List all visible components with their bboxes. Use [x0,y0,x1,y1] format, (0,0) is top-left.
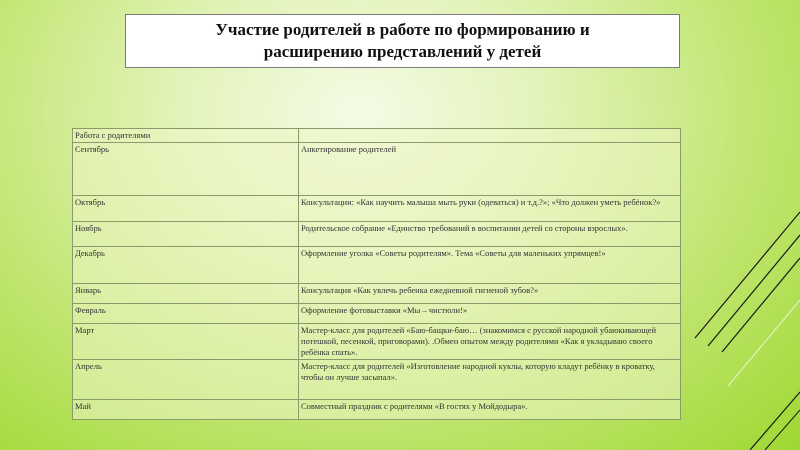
month-cell: Сентябрь [73,143,299,196]
month-cell: Декабрь [73,247,299,284]
month-cell: Май [73,400,299,420]
deco-line [728,300,800,386]
month-cell: Февраль [73,304,299,324]
activity-cell: Консультации: «Как научить малыша мыть руки (одеваться) и т.д.?»; «Что должен уметь ребёнок?» [299,196,681,222]
deco-line [722,258,800,352]
activity-cell: Мастер-класс для родителей «Баю-бащки-баю… (знакомимся с русской народной убаюкивающей потешкой, песенкой, приговорами). .Обмен опытом между родителями «Как я укладываю своего ребёнка спать». [299,324,681,360]
table-header-cell: Работа с родителями [73,129,299,143]
deco-line [750,392,800,450]
month-cell: Март [73,324,299,360]
deco-line [765,410,800,450]
month-cell: Апрель [73,360,299,400]
deco-line [708,235,800,346]
month-cell: Январь [73,284,299,304]
slide-title-line-1: Участие родителей в работе по формированию и [215,20,590,39]
activity-cell: Совместный праздник с родителями «В гостях у Мойдодыра». [299,400,681,420]
activity-cell: Родительское собрание «Единство требований в воспитании детей со стороны взрослых». [299,222,681,247]
activity-cell: Анкетирование родителей [299,143,681,196]
activity-cell: Мастер-класс для родителей «Изготовление народной куклы, которую кладут ребёнку в кроватку, чтобы он лучше засыпал». [299,360,681,400]
activity-cell: Оформление фотовыставки «Мы – чистюли!» [299,304,681,324]
month-cell: Ноябрь [73,222,299,247]
slide-title-line-2: расширению представлений у детей [263,42,542,61]
month-cell: Октябрь [73,196,299,222]
activity-cell: Оформление уголка «Советы родителям». Тема «Советы для маленьких упрямцев!» [299,247,681,284]
activity-cell: Консультация «Как увлечь ребенка ежедневной гигиеной зубов?» [299,284,681,304]
